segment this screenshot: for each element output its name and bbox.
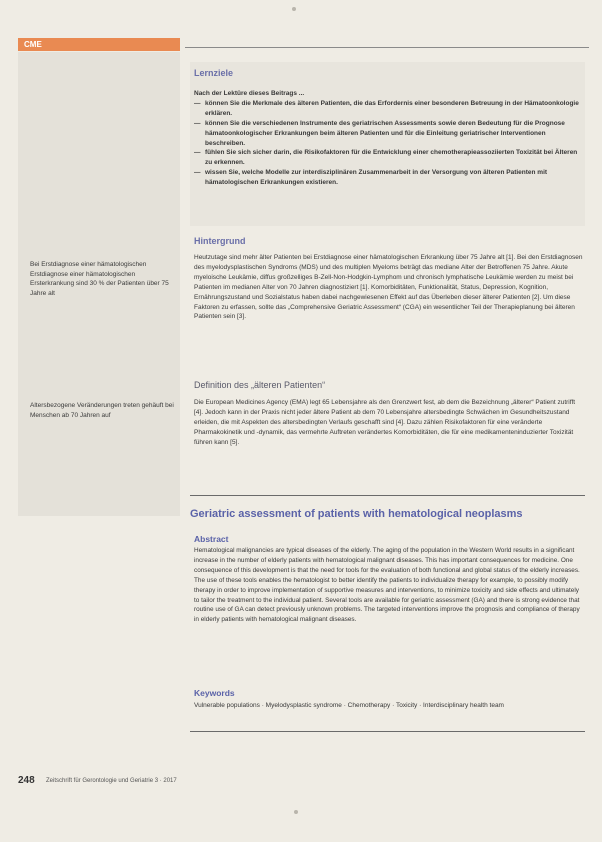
- page-number: 248: [18, 775, 35, 786]
- definition-text: Die European Medicines Agency (EMA) legt 65 Lebensjahre als den Grenzwert fest, ab dem die Bezeichnung „älterer“ Patient zutrifft [4]. Jedoch kann in der Praxis nicht jeder ältere Patient ab dem 70 Lebensjahre altersbedingte Schwächen im Gesundheitszustand erleiden, die mit Aspekten des altersbedingten Verlaufs geschafft sind [4]. Dazu zählen Risikofaktoren für eine veränderte Pharmakokinetik und -dynamik, das vermehrte Auftreten verändertes Komorbiditäten, die für eine medikamenteninduzierter Toxizität führen kann [5].: [194, 399, 576, 446]
- learning-goal-item: — können Sie die Merkmale des älteren Patienten, die das Erfordernis einer besonderen Betreuung in der Hämatoonkologie erklären.: [194, 99, 579, 119]
- cme-tag: CME: [18, 38, 180, 51]
- abstract-text: Hematological malignancies are typical diseases of the elderly. The aging of the population in the Western World results in a significant increase in the number of elderly patients with hematological malignant diseases. This has important consequences for medicine. One consequence of this development is that the need for tools for the evaluation of both functional and global status of the elderly increases. The use of these tools enables the hematologist to better identify the patients to individualize therapy for example, to possibly modify therapy in order to improve implementation of supportive measures and interventions, to minimize toxicity and side effects and ultimately to tailor the treatment to the individual patient. Several tools are available for geriatric assessment (GA) and there is strong evidence that routine use of GA can detect previously unknown problems. The targeted interventions improve the prognosis and compliance of therapy in elderly patients with hematological malignant diseases.: [194, 547, 580, 624]
- definition-title: Definition des „älteren Patienten“: [194, 380, 326, 390]
- learning-goal-item: — können Sie die verschiedenen Instrumente des geriatrischen Assessments sowie deren Bedeutung für die Prognose hämatoonkologischer Erkrankungen beim älteren Patienten und für die Einleitung geriatrischer Interventionen beschreiben.: [194, 119, 579, 149]
- section-rule: [190, 495, 585, 496]
- sidenote-first-diagnosis: Bei Erstdiagnose einer hämatologischen Erstdiagnose einer hämatologischen Ersterkrankung sind 30 % der Patienten über 75 Jahre alt: [30, 261, 169, 297]
- learning-goals-intro: Nach der Lektüre dieses Beitrags ...: [194, 90, 305, 97]
- learning-goals-list: [194, 99, 579, 188]
- journal-name: Zeitschrift für Gerontologie und Geriatrie 3 · 2017: [46, 778, 177, 784]
- bottom-rule: [190, 731, 585, 732]
- background-text: Heutzutage sind mehr älter Patienten bei Erstdiagnose einer hämatologischen Erkrankung über 75 Jahre alt [1]. Bei den Erstdiagnosen des myelodysplastischen Syndroms (MDS) und des multiplen Myeloms beträgt das mediane Alter der Betroffenen 75 Jahre. Akute myeloische Leukämie, diffus großzelliges B-Zell-Non-Hodgkin-Lymphom und chronisch lymphatische Leukämie werden zu meist bei Patienten im medianen Alter von 70 Jahren diagnostiziert [1]. Komorbiditäten, Funktionalität, Status, Depression, Kognition, Ernährungszustand und Sozialstatus haben dabei nachgewiesenen Effekt auf das Überleben dieser älterer Patienten [2]. Um diese Faktoren zu erfassen, sollte das „Comprehensive Geriatric Assessment“ (CGA) ein wesentlicher Teil der Therapieplanung bei älteren Patienten sein [3].: [194, 254, 583, 321]
- scan-mark: [294, 810, 298, 814]
- top-rule: [185, 47, 589, 48]
- abstract-title: Abstract: [194, 534, 229, 544]
- learning-goal-item: — fühlen Sie sich sicher darin, die Risikofaktoren für die Entwicklung einer chemotherapieassoziierten Toxizität bei Älteren zu erkennen.: [194, 148, 579, 168]
- scan-mark: [292, 7, 296, 11]
- background-title: Hintergrund: [194, 236, 246, 246]
- sidenote-age-changes: Altersbezogene Veränderungen treten gehäuft bei Menschen ab 70 Jahren auf: [30, 402, 174, 419]
- keywords-title: Keywords: [194, 688, 235, 698]
- learning-goals-title: Lernziele: [194, 68, 234, 78]
- keywords-text: Vulnerable populations · Myelodysplastic syndrome · Chemotherapy · Toxicity · Interdisciplinary health team: [194, 702, 504, 709]
- english-title: Geriatric assessment of patients with hematological neoplasms: [190, 508, 523, 520]
- learning-goals-body: [194, 89, 579, 188]
- learning-goal-item: — wissen Sie, welche Modelle zur interdisziplinären Zusammenarbeit in der Versorgung von älteren Patienten mit hämatologischen Erkrankungen existieren.: [194, 168, 579, 188]
